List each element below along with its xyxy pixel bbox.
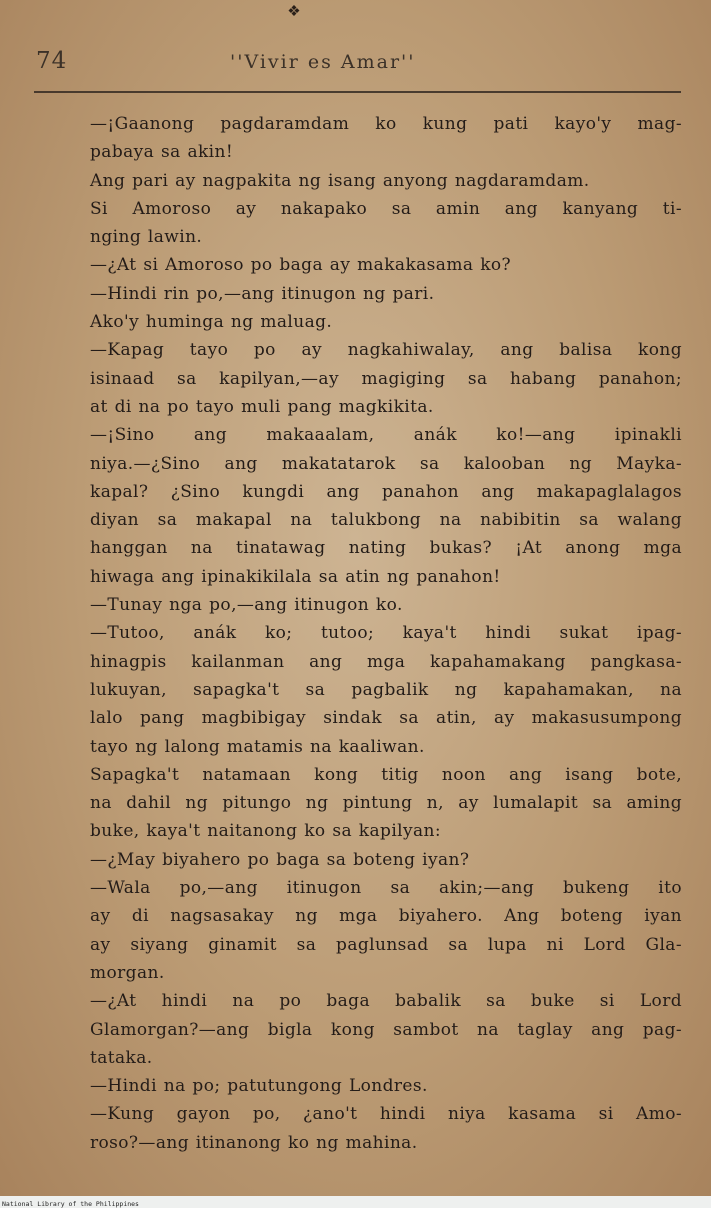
text-line: —Wala po,—ang itinugon sa akin;—ang bukeng ito [90, 878, 682, 899]
text-line: —¡Sino ang makaaalam, anák ko!—ang ipinakli [90, 425, 682, 446]
paragraph [38, 308, 682, 336]
text-line: —Kung gayon po, ¿ano't hindi niya kasama si Amo- [90, 1104, 682, 1125]
text-line: —Kapag tayo po ay nagkahiwalay, ang balisa kong [90, 340, 682, 361]
text-line: diyan sa makapal na talukbong na nabibitin sa walang [90, 510, 682, 531]
paragraph [38, 195, 682, 252]
text-line: Ang pari ay nagpakita ng isang anyong nagdaramdam. [90, 170, 590, 191]
text-line: at di na po tayo muli pang magkikita. [90, 396, 434, 417]
text-line: hanggan na tinatawag nating bukas? ¡At anong mga [90, 538, 682, 559]
ornament-mark: ❖ [287, 2, 301, 20]
text-line: isinaad sa kapilyan,—ay magiging sa habang panahon; [90, 368, 682, 389]
paragraph [38, 761, 682, 846]
running-title: ''Vivir es Amar'' [230, 51, 416, 73]
paragraph [38, 280, 682, 308]
text-line: ay siyang ginamit sa paglunsad sa lupa ni Lord Gla- [90, 934, 682, 955]
body-text [38, 110, 682, 1157]
text-line: na dahil ng pitungo ng pintung n, ay lumalapit sa aming [90, 793, 682, 814]
text-line: —¿At hindi na po baga babalik sa buke si Lord [90, 991, 682, 1012]
text-line: —¿At si Amoroso po baga ay makakasama ko? [90, 255, 512, 276]
text-line: Si Amoroso ay nakapako sa amin ang kanyang ti- [90, 198, 682, 219]
paragraph [38, 591, 682, 619]
text-line: lalo pang magbibigay sindak sa atin, ay makasusumpong [90, 708, 682, 729]
text-line: morgan. [90, 962, 165, 983]
text-line: —Hindi na po; patutungong Londres. [90, 1076, 428, 1097]
text-line: buke, kaya't naitanong ko sa kapilyan: [90, 821, 442, 842]
text-line: tataka. [90, 1047, 153, 1068]
paragraph [38, 167, 682, 195]
page-header [0, 48, 711, 78]
text-line: pabaya sa akin! [90, 142, 234, 163]
paragraph [38, 874, 682, 987]
paragraph [38, 1072, 682, 1100]
page-number: 74 [36, 48, 68, 74]
text-line: hiwaga ang ipinakikilala sa atin ng panahon! [90, 566, 501, 587]
text-line: Glamorgan?—ang bigla kong sambot na taglay ang pag- [90, 1019, 682, 1040]
paragraph [38, 846, 682, 874]
paragraph [38, 619, 682, 760]
text-line: niya.—¿Sino ang makatatarok sa kalooban ng Mayka- [90, 453, 682, 474]
text-line: tayo ng lalong matamis na kaaliwan. [90, 736, 425, 757]
text-line: nging lawin. [90, 227, 203, 248]
library-credit: National Library of the Philippines [2, 1200, 139, 1208]
text-line: —Hindi rin po,—ang itinugon ng pari. [90, 283, 435, 304]
text-line: hinagpis kailanman ang mga kapahamakang pangkasa- [90, 651, 682, 672]
text-line: Ako'y huminga ng maluag. [90, 312, 333, 333]
text-line: ay di nagsasakay ng mga biyahero. Ang boteng iyan [90, 906, 682, 927]
text-line: —Tutoo, anák ko; tutoo; kaya't hindi sukat ipag- [90, 623, 682, 644]
text-line: roso?—ang itinanong ko ng mahina. [90, 1132, 418, 1153]
paragraph [38, 1100, 682, 1157]
text-line: lukuyan, sapagka't sa pagbalik ng kapahamakan, na [90, 679, 682, 700]
paragraph [38, 987, 682, 1072]
text-line: —Tunay nga po,—ang itinugon ko. [90, 595, 403, 616]
header-rule [34, 91, 681, 93]
paragraph [38, 421, 682, 591]
text-line: kapal? ¿Sino kungdi ang panahon ang makapaglalagos [90, 481, 682, 502]
text-line: —¡Gaanong pagdaramdam ko kung pati kayo'y mag- [90, 114, 682, 134]
paragraph [38, 251, 682, 279]
paragraph [38, 110, 682, 167]
text-line: —¿May biyahero po baga sa boteng iyan? [90, 849, 470, 870]
paragraph [38, 336, 682, 421]
text-line: Sapagka't natamaan kong titig noon ang isang bote, [90, 764, 682, 785]
